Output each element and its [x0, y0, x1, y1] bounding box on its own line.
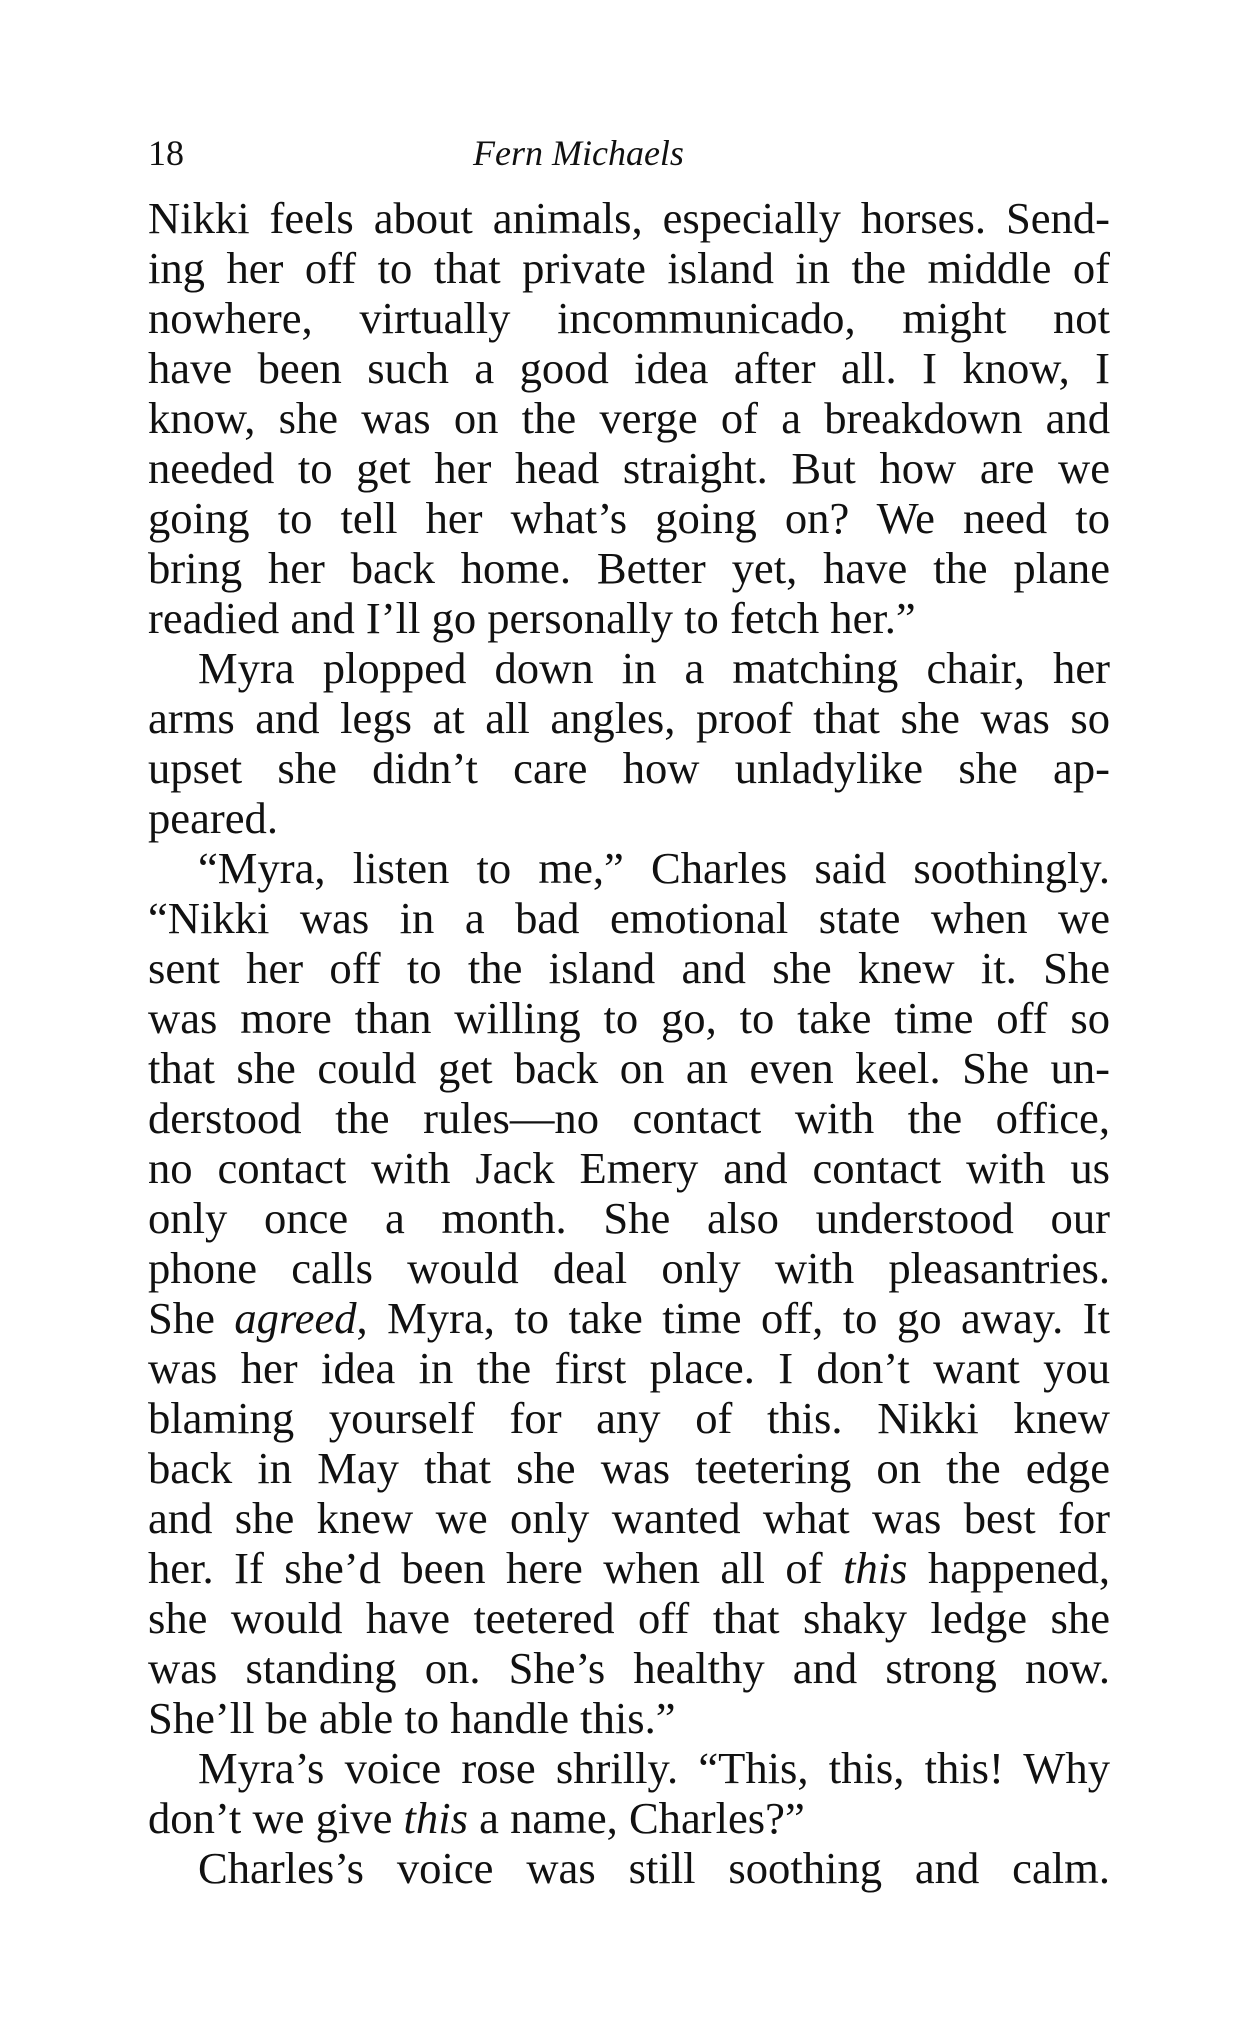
text-line: upset she didn’t care how unladylike she ap- — [148, 743, 1110, 793]
emphasis-text: this — [843, 1543, 908, 1593]
text-line: peared. — [148, 793, 278, 843]
text-segment: a name, Charles?” — [467, 1793, 805, 1843]
text-line: readied and I’ll go personally to fetch her.” — [148, 593, 916, 643]
emphasis-text: this — [403, 1793, 468, 1843]
text-line: was her idea in the first place. I don’t want you — [148, 1343, 1110, 1393]
running-title: Fern Michaels — [473, 133, 684, 173]
text-line: Nikki feels about animals, especially horses. Send- — [148, 193, 1110, 243]
text-line: Myra plopped down in a matching chair, her — [198, 643, 1110, 693]
text-segment: She — [148, 1293, 235, 1343]
paragraph — [148, 643, 1110, 843]
text-segment: happened, — [907, 1543, 1111, 1593]
text-line: and she knew we only wanted what was best for — [148, 1493, 1110, 1543]
text-line: have been such a good idea after all. I know, I — [148, 343, 1110, 393]
text-line — [148, 1793, 1110, 1843]
book-page — [148, 128, 1110, 1893]
paragraph — [148, 1843, 1110, 1893]
text-line: that she could get back on an even keel. She un- — [148, 1043, 1110, 1093]
text-segment: her. If she’d been here when all of — [148, 1543, 844, 1593]
text-line: was standing on. She’s healthy and strong now. — [148, 1643, 1110, 1693]
running-header — [148, 128, 1110, 178]
text-line: derstood the rules—no contact with the office, — [148, 1093, 1110, 1143]
page-number: 18 — [148, 133, 184, 173]
text-line: “Nikki was in a bad emotional state when we — [148, 893, 1110, 943]
text-segment: , Myra, to take time off, to go away. It — [356, 1293, 1110, 1343]
text-segment: don’t we give — [148, 1793, 404, 1843]
text-line: needed to get her head straight. But how are we — [148, 443, 1110, 493]
text-line: nowhere, virtually incommunicado, might not — [148, 293, 1110, 343]
paragraph — [148, 1743, 1110, 1843]
text-line: back in May that she was teetering on the edge — [148, 1443, 1110, 1493]
text-line: going to tell her what’s going on? We need to — [148, 493, 1110, 543]
paragraph — [148, 843, 1110, 1743]
text-line: was more than willing to go, to take time off so — [148, 993, 1110, 1043]
text-line: know, she was on the verge of a breakdown and — [148, 393, 1110, 443]
text-line: she would have teetered off that shaky ledge she — [148, 1593, 1110, 1643]
text-line: Charles’s voice was still soothing and calm. — [198, 1843, 1110, 1893]
text-line: sent her off to the island and she knew it. She — [148, 943, 1110, 993]
text-line: bring her back home. Better yet, have the plane — [148, 543, 1110, 593]
emphasis-text: agreed — [234, 1293, 357, 1343]
body-text — [148, 193, 1110, 1893]
text-line — [148, 1293, 1110, 1343]
text-line: “Myra, listen to me,” Charles said soothingly. — [198, 843, 1110, 893]
text-line: only once a month. She also understood our — [148, 1193, 1110, 1243]
paragraph — [148, 193, 1110, 643]
text-line: ing her off to that private island in the middle of — [148, 243, 1110, 293]
text-line: Myra’s voice rose shrilly. “This, this, this! Why — [198, 1743, 1110, 1793]
text-line: arms and legs at all angles, proof that she was so — [148, 693, 1110, 743]
text-line: phone calls would deal only with pleasantries. — [148, 1243, 1110, 1293]
text-line: blaming yourself for any of this. Nikki knew — [148, 1393, 1110, 1443]
text-line: no contact with Jack Emery and contact with us — [148, 1143, 1110, 1193]
text-line: She’ll be able to handle this.” — [148, 1693, 676, 1743]
text-line — [148, 1543, 1110, 1593]
